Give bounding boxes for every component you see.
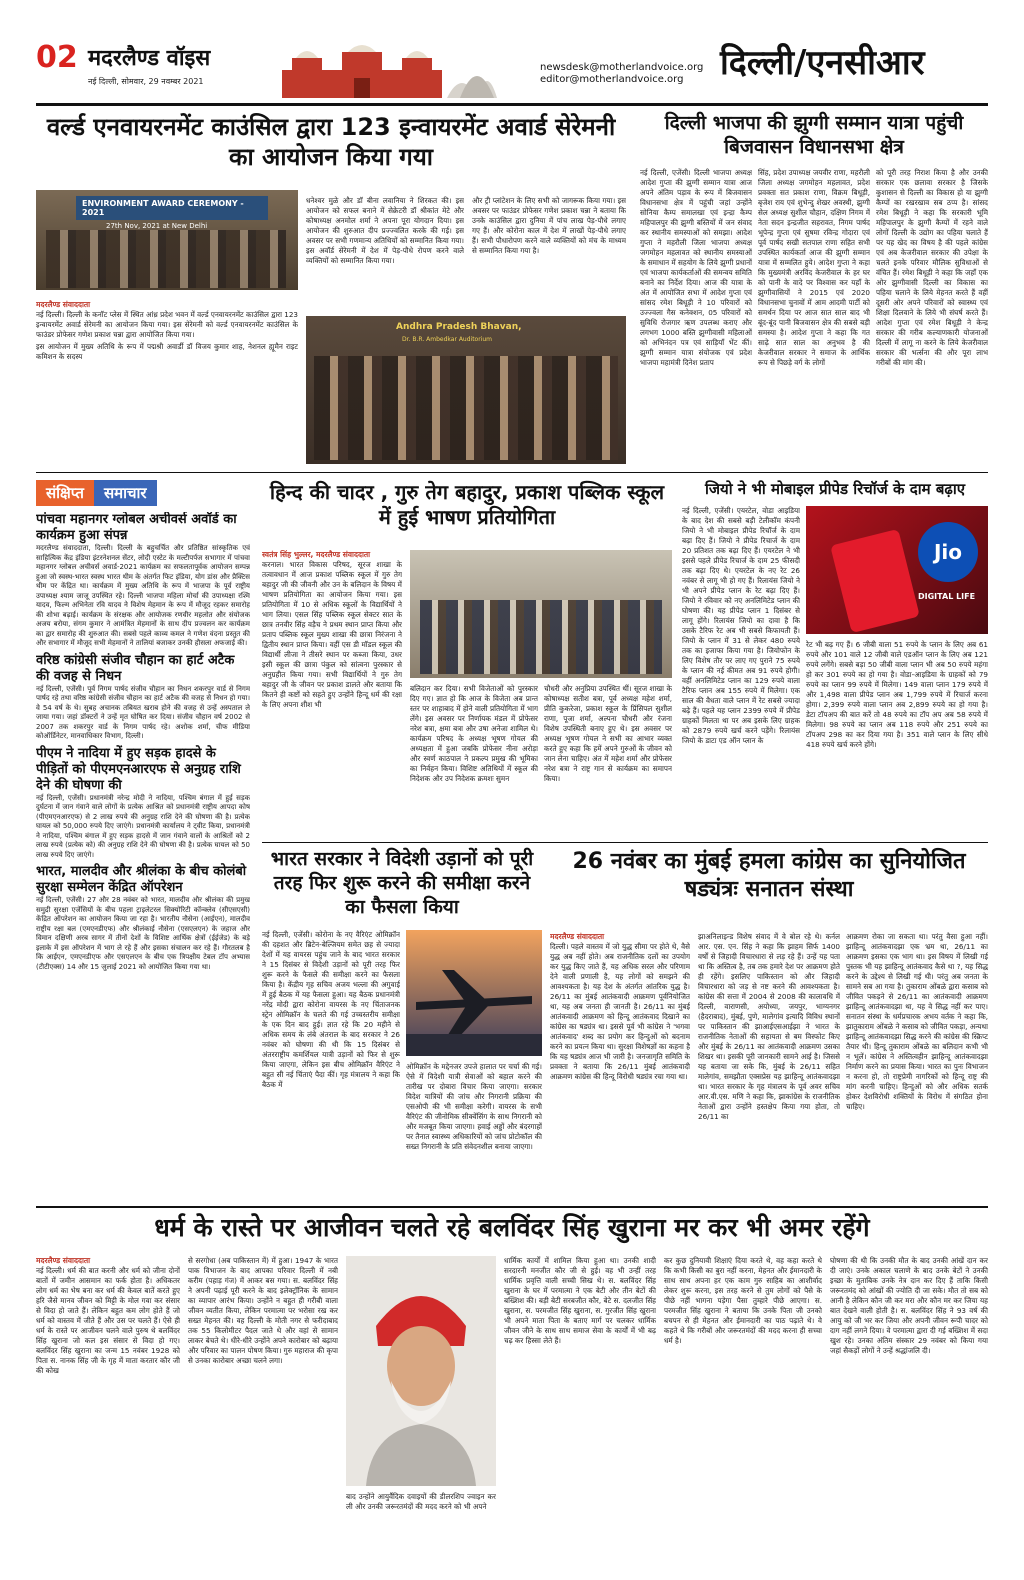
story6-byline: मदरलैण्ड संवाददाता bbox=[550, 932, 605, 941]
section-title: दिल्ली/एनसीआर bbox=[720, 43, 925, 83]
story1-text-col1 bbox=[36, 300, 298, 450]
story5-headline: भारत सरकार ने विदेशी उड़ानों को पूरी तरह फिर शुरू करने की समीक्षा करने का फैसला किया bbox=[270, 848, 534, 918]
story6-col3: आक्रमण रोका जा सकता था। परंतु वैसा हुआ नहीं। झाहिन्दू आतंकवादझा एक भ्रम था, 26/11 का आक्रमण इसका एक भाग था। इस विषय में लिखी गई पुस्तक भी यह झाहिन्दू आतंकवाद कैसे था ?, यह सिद्ध करने के उद्देश्य से लिखी गई थी। परंतु अब जनता के सामने सब आ गया है। तुकाराम ओंबळे द्वारा कसाब को जीवित पकड़ने से 26/11 का आतंकवादी आक्रमण झाहिन्दू आतंकवादझा था, यह वे सिद्ध नहीं कर पाए। सनातन संस्था के धर्मप्रचारक अभय वर्तक ने कहा कि, झातुकाराम ओंबळे ने कसाब को जीवित पकड़ा, अन्यथा झाहिन्दू आतंकवादझा सिद्ध करने की कांग्रेस की स्क्रिप्ट तैयार थी। हिन्दू तुकाराम ओंबळे का बलिदान कभी भी न भूलें। कांग्रेस ने अस्तित्वहीन झाहिन्दू आतंकवादझा निर्माण करने का प्रयास किया। भारत का पुनः विभाजन न करना हो, तो राष्ट्रप्रेमी नागरिकों को हिन्दू राष्ट्र की मांग करनी चाहिए। हिन्दुओं को और अधिक सतर्क होकर देशविरोधी शक्तियों के विरोध में संगठित होना चाहिए। bbox=[846, 932, 988, 1111]
story3-col1 bbox=[262, 550, 402, 836]
airplane-icon bbox=[406, 930, 542, 1056]
jio-logo: Jio bbox=[918, 522, 978, 582]
story4-headline: जियो ने भी मोबाइल प्रीपेड रिचॉर्ज के दाम बढ़ाए bbox=[704, 480, 966, 498]
jio-sim-card bbox=[830, 529, 920, 633]
story3-col1-text: करनाल। भारत विकास परिषद, सूरज शाखा के तत्वावधान में आज प्रकाश पब्लिक स्कूल में गुरु तेग बहादुर जी की जीवनी और उन के बलिदान के विषय में भाषण प्रतियोगिता का आयोजन किया गया। इस प्रतियोगिता में 10 से अधिक स्कूलों के विद्यार्थियों ने भाग लिया। एसल सिंह पब्लिक स्कूल सेक्टर सात के छात्र तनवीर सिंह वड़ैच ने प्रथम स्थान प्राप्त किया और प्रताप पब्लिक स्कूल मुख्य शाखा की छात्रा निरंजना ने द्वितीय स्थान प्राप्त किया। वहीं एस डी मॉडल स्कूल की विद्यार्थी लीजा ने तीसरे स्थान पर कब्जा किया, उधर इसी स्कूल की छात्रा पंकुल को सांत्वना पुरस्कार से अनुग्रहीत किया गया। सभी विद्यार्थियों ने गुरु तेग बहादुर जी के जीवन पर प्रकाश डालते और बताया कि कितने ही कष्टों को सहते हुए उन्होंने हिन्दू धर्म की रक्षा के लिए अपना शीश भी bbox=[262, 560, 402, 709]
story6-col1-text: दिल्ली। पहले वास्तव में जो युद्ध सीमा पर होते थे, वैसे युद्ध अब नहीं होते। अब राजनीतिक दलों का उपयोग कर युद्ध किए जाते हैं, यह अधिक सरल और परिणाम देने वाली प्रणाली है, यह लोगों को समझने की आवश्यकता है। यह देश के अंतर्गत आंतरिक युद्ध है। 26/11 का मुंबई आतंकवादी आक्रमण पूर्वनियोजित था, यह अब जनता ही जानती है। 26/11 का मुंबई आतंकवादी आक्रमण को हिन्दू आतंकवाद दिखाने का कांग्रेस का षड्यंत्र था। इससे पूर्व भी कांग्रेस ने 'भगवा आतंकवाद' शब्द का प्रयोग कर हिन्दुओं को बदनाम करने का प्रयत्न किया था। सुरक्षा विशेषज्ञों का कहना है कि यह षड्यंत्र आज भी जारी है। जनजागृति समिति के प्रवक्ता ने बताया कि 26/11 मुंबई आतंकवादी आक्रमण कांग्रेस की हिन्दू विरोधी षड्यंत्र रचा गया था। bbox=[550, 942, 690, 1081]
story3-photo bbox=[410, 550, 672, 678]
story7-caption-text: बाद उन्होंने आयुर्वैदिक दवाइयों की डीलरशिप ज्वाइन कर ली और उनकी जरूरतमंदों की मदद करने को भी अपने bbox=[346, 1492, 496, 1511]
divider-2 bbox=[262, 842, 988, 843]
brief-2-headline: वरिष्ठ कांग्रेसी संजीव चौहान का हार्ट अटैक की वजह से निधन bbox=[36, 652, 235, 684]
story2-col2: सिंह, प्रदेश उपाध्यक्ष जयवीर राणा, महरौली जिला अध्यक्ष जगमोहन महलावत, प्रदेश प्रवक्ता सत प्रकाश राणा, विक्रम बिधूड़ी, बृजेश राय एवं शुभेन्दु शेखर अवस्थी, झुग्गी सेल अध्यक्ष सुशील चौहान, दक्षिण निगम में नेता सदन इन्द्रजीत सहरावत, निगम पार्षद भूपेन्द्र गुप्ता एवं सुषमा रविन्द्र गोदारा एवं पूर्व पार्षद सखी सतपाल राणा सहित सभी उपस्थित कार्यकर्ता आज की झुग्गी सम्मान यात्रा में सम्मलित हुये। आदेश गुप्ता ने कहा कि मुख्यमंत्री अरविंद केजरीवाल के हर घर को पानी के वादे पर विश्वास कर यहाँ के झुग्गीवासियों ने 2015 एवं 2020 विधानसभा चुनावों में आम आदमी पार्टी को समर्थन दिया पर आज सात साल बाद भी बूंद-बूंद पानी बिजवासन क्षेत्र की सबसे बड़ी समस्या है। आदेश गुप्ता ने कहा कि गत साढ़े सात साल का अनुभव है की केजरीवाल सरकार ने समाज के आर्थिक रूप से पिछड़े वर्ग के लोगों bbox=[758, 168, 870, 367]
photo2-sign: Andhra Pradesh Bhavan, bbox=[396, 322, 522, 332]
story7-col3: धार्मिक कार्यों में शामिल किया हुआ था। उनकी शादी सरदारनी मनजीत कौर जी से हुई। वह भी उन्हीं तरह धार्मिक प्रवृत्ति वाली सच्ची सिख थे। स. बलविंदर सिंह खुराना के घर में परमात्मा ने एक बेटी और तीन बेटों की बख्शिश की। बड़ी बेटी सरबजीत कौर, बेटे स. दलजीत सिंह खुराना, स. परमजीत सिंह खुराना, स. गुरजीत सिंह खुराना भी अपने माता पिता के बताए मार्ग पर चलकर धार्मिक जीवन जीने के साथ साथ समाज सेवा के कार्यों में भी बढ़ चढ़ कर हिस्सा लेते हैं। bbox=[504, 1256, 656, 1345]
story5-plane-photo bbox=[406, 930, 542, 1056]
story1-text-col2: धनेश्वर मुळे और डॉ बीना लवानिया ने शिरकत की। इस आयोजन को सफल बनाने में सेक्रेटरी डॉ श्रीकांत मेटे और कोषाध्यक्ष अनमोल शर्मा ने अपना पूरा योगदान दिया। इस आयोजन की शुरुआत दीप प्रज्ज्वलित करके की गई। इस अवसर पर सभी गणमान्य अतिथियों को सम्मानित किया गया। इस अवॉर्ड सेरेमनी में देश में पेड़-पौधे रोपण करने वाले व्यक्तियों को सम्मानित किया गया। bbox=[306, 196, 464, 265]
story6-headline: 26 नवंबर का मुंबई हमला कांग्रेस का सुनियोजित षड्यंत्रः सनातन संस्था bbox=[572, 849, 966, 902]
story7-portrait bbox=[346, 1256, 496, 1486]
story4-col2: रेट भी बढ़ गए हैं। 6 जीबी वाला 51 रुपये के प्लान के लिए अब 61 रुपये और 101 वाले 12 जीबी वाले एडऑन प्लान के लिए अब 121 रुपये लगेंगे। सबसे बड़ा 50 जीबी वाला प्लान भी अब 50 रुपये महंगा हो कर 301 रुपये का हो गया है। वोडा-आइडिया के ग्राहकों को 79 रुपये का प्लान 99 रुपये में मिलेगा। 149 वाला प्लान 179 रुपये में और 1,498 वाला प्रीपेड प्लान अब 1,799 रुपये में रिचार्ज करना होगा। 2,399 रुपये वाला प्लान अब 2,899 रुपये का हो गया है। डेटा टॉपअप की बात करें तो 48 रुपये का टॉप अप अब 58 रुपये में मिलेगा। 98 रुपये का प्लान अब 118 रुपये और 251 रुपये का टॉपअप 298 का कर दिया गया है। 351 वाले प्लान के लिए सीधे 418 रुपये खर्च करने होंगे। bbox=[806, 640, 988, 749]
brief-4-body: नई दिल्ली, एजेंसी। 27 और 28 नवंबर को भारत, मालदीव और श्रीलंका की प्रमुख समुद्री सुरक्षा एजेंसियों के बीच पहला ट्राइलेटरल सिक्योरिटी कॉन्क्लेव (सीएसएसी) केंद्रित ऑपरेशन का आयोजन किया जा रहा है। भारतीय नौसेना (आईएन), मालदीव राष्ट्रीय रक्षा बल (एमएनडीएफ) और श्रीलंकाई नौसेना (एसएलएन) के जहाज और विमान दक्षिणी अरब सागर में तीनों देशों के विशिष्ट आर्थिक क्षेत्रों (ईईजेड) के बड़े इलाके में इस ऑपरेशन में भाग ले रहे हैं और इसका संचालन कर रहे हैं। गौरतलब है कि आईएन, एमएनडीएफ और एसएलएन के बीच एक त्रिपक्षीय टेबल टॉप अभ्यास (टीटीएक्स) 14 और 15 जुलाई 2021 को आयोजित किया गया था। bbox=[36, 896, 250, 971]
story3-headline: हिन्द की चादर , गुरु तेग बहादुर, प्रकाश पब्लिक स्कूल में हुई भाषण प्रतियोगिता bbox=[269, 480, 665, 529]
brief-3-body: नई दिल्ली, एजेंसी। प्रधानमंत्री नरेन्द्र मोदी ने नादिया, पश्चिम बंगाल में हुई सड़क दुर्घटना में जान गंवाने वाले लोगों के प्रत्येक आश्रित को प्रधानमंत्री राष्ट्रीय आपदा कोष (पीएमएनआरएफ) से 2 लाख रुपये की अनुग्रह राशि देने की घोषणा की है। प्रत्येक घायल को 50,000 रुपये दिए जाएंगे। प्रधानमंत्री कार्यालय ने ट्वीट किया, प्रधानमंत्री ने नादिया, पश्चिम बंगाल में हुए सड़क हादसे में जान गंवाने वालों के आश्रितों को 2 लाख रुपये (प्रत्येक को) की अनुग्रह राशि देने की घोषणा की है। प्रत्येक घायल को 50 लाख रुपये दिए जाएंगे। bbox=[36, 793, 250, 859]
story5-col1: नई दिल्ली, एजेंसी। कोरोना के नए वैरिएंट ओमिक्रॉन की दहशत और ब्रिटेन-बेल्जियम समेत छह से ज्यादा देशों में यह वायरस पहुंच जाने के बाद भारत सरकार ने 15 दिसंबर से विदेशी उड़ानों को पूरी तरह फिर शुरू करने के फैसले की समीक्षा करने का फैसला किया है। केंद्रीय गृह सचिव अजय भल्ला की अगुवाई में हुई बैठक में यह फैसला हुआ। यह बैठक प्रधानमंत्री नरेंद्र मोदी द्वारा कोरोना वायरस के नए चिंताजनक स्ट्रेन ओमिक्रॉन के चलते की गई उच्चस्तरीय समीक्षा के एक दिन बाद हुई। ज्ञात रहे कि 20 महीने से अधिक समय के लंबे अंतराल के बाद सरकार ने 26 नवंबर को घोषणा की थी कि 15 दिसंबर से अंतरराष्ट्रीय कमर्शियल यात्री उड़ानों को फिर से शुरू किया जाएगा, लेकिन इस बीच ओमिक्रॉन वैरिएंट ने बहुत सी नई चिंताएं पैदा कीं। गृह मंत्रालय ने कहा कि बैठक में bbox=[262, 930, 400, 1089]
story3-col2: बलिदान कर दिया। सभी विजेताओं को पुरस्कार दिए गए। ज्ञात हो कि आज के विजेता अब प्रान्त स्तर पर शाहाबाद में होने वाली प्रतियोगिता में भाग लेंगे। इस अवसर पर निर्णायक मंडल में प्रोफेसर नरेश बत्रा, क्षमा बत्रा और उषा अनेजा शामिल थे। कार्यक्रम परिषद के अध्यक्ष भूषण गोयल की अध्यक्षता में हुआ जबकि प्रोफेसर नीना अरोड़ा और स्वर्ण काठपाल ने प्रकल्प प्रमुख की भूमिका का निर्वहन किया। विशिष्ट अतिथियों में स्कूल की निदेशक और उप निदेशक क्रमशः सुमन bbox=[410, 684, 538, 783]
email-newsdesk: newsdesk@motherlandvoice.org bbox=[540, 62, 704, 73]
divider-3 bbox=[36, 1206, 988, 1208]
story1-text-col3: और ट्री प्लांटेशन के लिए सभी को जागरूक किया गया। इस अवसर पर फाउंडर प्रोफेसर गणेश प्रकाश चन्ना ने बताया कि उनके काउंसिल द्वारा दुनिया में पांच लाख पेड़-पौधे लगाए गए हैं। और कोरोना काल में देश में लाखों पेड़-पौधे लगाए हैं। सभी पौधारोपण करने वाले व्यक्तियों को मंच के माध्यम से सम्मानित किया गया है। bbox=[472, 196, 626, 255]
story7-col2: से सरगोधा (अब पाकिस्तान में) में हुआ। 1947 के भारत पाक विभाजन के बाद आपका परिवार दिल्ली में नबी करीम (पहाड़ गंज) में आकर बस गया। स. बलविंदर सिंह ने अपनी पढ़ाई पूरी करने के बाद इलेक्ट्रॉनिक के सामान का व्यापार आरंभ किया। उन्होंने न बहुत ही गरीबी वाला जीवन व्यतीत किया, लेकिन परमात्मा पर भरोसा रख कर सख्त मेहनत की। वह दिल्ली के मोती नगर से फरीदाबाद तक 55 किलोमीटर पैदल जाते थे और वहां से सामान लाकर बेचते थे। धीरे-धीरे उन्होंने अपने कारोबार को बढ़ाया और परिवार का पालन पोषण किया। गुरु महाराज की कृपा से उनका कारोबार अच्छा चलने लगा। bbox=[188, 1256, 338, 1365]
story1-para2: इस आयोजन में मुख्य अतिथि के रूप में पद्मश्री अवार्डी डॉ विजय कुमार शाह, नेशनल ह्यूमैन राइट कमिशन के सदस्य bbox=[36, 342, 298, 361]
dateline: नई दिल्ली, सोमवार, 29 नवम्बर 2021 bbox=[88, 77, 204, 86]
contact-emails bbox=[540, 62, 703, 86]
divider-1 bbox=[36, 472, 988, 473]
photo-banner: ENVIRONMENT AWARD CEREMONY - 2021 bbox=[76, 196, 268, 220]
story4-jio-photo bbox=[806, 506, 988, 634]
photo-date: 27th Nov, 2021 at New Delhi bbox=[106, 222, 208, 230]
award-recipients-group bbox=[46, 230, 286, 288]
story1-para1: नई दिल्ली। दिल्ली के कनॉट प्लेस में स्थित आंध्र प्रदेश भवन में वर्ल्ड एनवायरनमेंट काउंसिल द्वारा 123 इन्वायरमेंट अवार्ड सेरेमनी का आयोजन किया गया। इस सेरेमनी को वर्ल्ड एनवायरनमेंट काउंसिल के फाउंडर प्रोफेसर गणेश प्रकाश चन्ना द्वारा आयोजित किया गया। bbox=[36, 310, 298, 339]
brief-4-headline: भारत, मालदीव और श्रीलंका के बीच कोलंबो सुरक्षा सम्मेलन केंद्रित ऑपरेशन bbox=[36, 864, 247, 895]
students-group-photo bbox=[420, 600, 662, 674]
story6-col2: झाअनिलाइन्ड विशेष संवाद में वे बोल रहे थे। कर्नल आर. एस. एन. सिंह ने कहा कि झाहम सिर्फ 1400 वर्षों से जिहादी विचारधारा से लड़ रहे हैं। उन्हें यह पता था कि अस्तित्व है, तब तक हमारे देश पर आक्रमण होते ही रहेंगे। इसलिए पाकिस्तान को और जिहादी विचारधारा को जड़ से नष्ट करने की आवश्यकता है। कांग्रेस की सत्ता में 2004 से 2008 की कालावधि में दिल्ली, वाराणसी, अयोध्या, जयपुर, भाग्यनगर (हैदराबाद), मुंबई, पुणे, मालेगांव इत्यादि विविध स्थानों पर पाकिस्तान की झाआईएसआईझा ने भारत के राजनीतिक नेताओं की सहायता से बम विस्फोट किए और मुंबई के 26/11 का आतंकवादी आक्रमण उसका शिखर था। इसकी पूरी जानकारी सामने आई है। जिससे यह बताया जा सके कि, मुंबई के 26/11 सहित मालेगांव, समझौता एक्सप्रेस यह झाहिन्दू आतंकवादझा था। भारत सरकार के गृह मंत्रालय के पूर्व अवर सचिव आर.वी.एस. मणि ने कहा कि, झाकांग्रेस के राजनीतिक नेताओं द्वारा उन्होंने हस्तक्षेप किया गया होता, तो 26/11 का bbox=[698, 932, 840, 1121]
masthead-rule bbox=[36, 103, 988, 106]
story2-col3: को पूरी तरह निराश किया है और उनकी सरकार एक छलावा सरकार है जिसके कुशासन से दिल्ली का विकास हो या झुग्गी कैम्पों का रखरखाव सब ठप्प है। सांसद रमेश बिधूड़ी ने कहा कि सरकारी भूमि महिपालपुर के झुग्गी कैम्पों में रहने वाले लोगों दिल्ली के उद्योग का पहिया चलाते हैं पर यह खेद का विषय है की पहले कांग्रेस एवं अब केजरीवाल सरकार की उपेक्षा के चलते इनके परिवार मौलिक सुविधाओं से वंचित हैं। रमेश बिधूड़ी ने कहा कि जहाँ एक ओर झुग्गीवासी दिल्ली का विकास का पहिया चलाने के लिये मेहनत करते हैं वहीं दूसरी ओर अपने परिवारों को स्वास्थ्य एवं शिक्षा दिलवाने के लिये भी संघर्ष करते हैं। आदेश गुप्ता एवं रमेश बिधूड़ी ने केन्द्र सरकार की गरीब कल्याणकारी योजनाओं दिल्ली में लागू ना करने के लिये केजरीवाल सरकार की भर्त्सना की और पूरा लाभ गरीबों की मांग की। bbox=[876, 168, 988, 367]
jio-tagline: DIGITAL LIFE bbox=[918, 592, 976, 601]
story2-headline: दिल्ली भाजपा की झुग्गी सम्मान यात्रा पहुंची बिजवासन विधानसभा क्षेत्र bbox=[664, 112, 964, 158]
paper-name: मदरलैण्ड वॉइस bbox=[88, 46, 211, 71]
story7-col1 bbox=[36, 1256, 180, 1562]
story3-col3: चौधरी और अनुप्रिया उपस्थित थीं। सूरज शाखा के कोषाध्यक्ष सतीश बत्रा, पूर्व अध्यक्ष महेश शर्मा, प्रीति कुकरेजा, प्रकाश स्कूल के प्रिंसिपल सुशील राणा, पूजा शर्मा, अल्पना चौधरी और रंजना विशेष उपस्थिती बनाए हुए थे। इस अवसर पर अध्यक्ष भूषण गोयल ने सभी का आभार व्यक्त करते हुए कहा कि हमें अपने गुरुओं के जीवन को जान लेना चाहिए। अंत में महेश शर्मा और प्रोफेसर नरेश बत्रा ने राष्ट्र गान से कार्यक्रम का समापन किया। bbox=[544, 684, 672, 783]
portrait-illustration bbox=[346, 1256, 496, 1486]
brief-3-headline: पीएम ने नादिया में हुए सड़क हादसे के पीड़ितों को पीएमएनआरएफ से अनुग्रह राशि देने की घोषणा की bbox=[36, 745, 241, 793]
story7-col5: घोषणा की थी कि उनकी मौत के बाद उनकी आंखें दान कर दी जाएं। उनके अकाल चलाणे के बाद उनके बेटों ने उनकी इच्छा के मुताबिक उनके नेत्र दान कर दिए हैं ताकि किसी जरूरतमंद को आंखों की ज्योति दी जा सके। मौत तो सब को आनी है लेकिन कौन जी कर मरा और कौन मर कर जिया यह बात देखने वाली होती है। स. बलविंदर सिंह ने 93 वर्ष की आयु को जी भर कर जिया और अपनी जीवन रूपी चादर को दाग नहीं लगने दिया। वे परमात्मा द्वारा दी गई बख्शिश में सदा खुश रहे। उनका अंतिम संस्कार 29 नवंबर को किया गया जहां सैकड़ों लोगों ने उन्हें श्रद्धांजलि दी। bbox=[830, 1256, 988, 1355]
story5-col2: ओमिक्रॉन के मद्देनजर उपजे हालात पर चर्चा की गई। ऐसे में विदेशी यात्री सेवाओं को बहाल करने की तारीख पर दोबारा विचार किया जाएगा। सरकार विदेश यात्रियों की जांच और निगरानी प्रक्रिया की एसओपी की भी समीक्षा करेगी। वायरस के सभी वैरिएंट की जीनोमिक सीक्वेंसिंग के साथ निगरानी को और मजबूत किया जाएगा। हवाई अड्डों और बंदरगाहों पर तैनात स्वास्थ्य अधिकारियों को जांच प्रोटोकॉल की सख्त निगरानी के प्रति संवेदनशील बनाया जाएगा। bbox=[406, 1062, 542, 1151]
page-number: 02 bbox=[36, 40, 78, 75]
award-group-photo bbox=[314, 356, 618, 460]
story1-headline: वर्ल्ड एनवायरनमेंट काउंसिल द्वारा 123 इन्वायरमेंट अवार्ड सेरेमनी का आयोजन किया गया bbox=[46, 113, 616, 171]
story7-col1-text: नई दिल्ली। धर्म की बात करनी और धर्म को जीना दोनों बातों में जमीन आसमान का फर्क होता है। अधिकतर लोग धर्म का भेष बना कर धर्म की केवल बातें करते हुए हरि जैसे मानव जीवन को मिट्टी के मोल गवा कर संसार से विदा हो जाते हैं। लेकिन बहुत कम लोग होते हैं जो धर्म को वास्तव में जीते हैं और उस पर चलते हैं। ऐसे ही धर्म के रास्ते पर आजीवन चलने वाले पुरुष थे बलविंदर सिंह खुराना जो कल इस संसार से विदा हो गए। बलविंदर सिंह खुराना का जन्म 15 नवंबर 1928 को पिता स. नानक सिंह जी के गृह में माता करतार कौर जी की कोख bbox=[36, 1266, 180, 1375]
story4-col1: नई दिल्ली, एजेंसी। एयरटेल, वोडा आइडिया के बाद देश की सबसे बड़ी टेलीकॉम कंपनी जियो ने भी मोबाइल प्रीपेड रिचॉर्ज के दाम बढ़ा दिए हैं। जियो ने प्रीपेड रिचार्ज के दाम 20 प्रतिशत तक बढ़ा दिए हैं। एयरटेल ने भी इससे पहले प्रीपेड रिचार्ज के दाम 25 फीसदी तक बढ़ा दिए थे। एयरटेल के नए रेट 26 नवंबर से लागू भी हो गए हैं। रिलायंस जियो ने भी अपने प्रीपेड प्लान के रेट बढ़ा दिए हैं। जियो ने रविवार को नए अनलिमिटेड प्लान की घोषणा की। यह प्रीपेड प्लान 1 दिसंबर से लागू होंगे। रिलायंस जियो का दावा है कि उसके टैरिफ रेट अब भी सबसे किफायती हैं। जियो के प्लान में 31 से लेकर 480 रुपये तक का इजाफा किया गया है। जियोफोन के लिए विशेष तौर पर लाए गए पुराने 75 रुपये के प्लान की नई कीमत अब 91 रुपये होगी। वहीं अनलिमिटेड प्लान का 129 रुपये वाला टैरिफ प्लान अब 155 रुपये में मिलेगा। एक साल की वैधता वाले प्लान में रेट सबसे ज्यादा बढ़े हैं। पहले यह प्लान 2399 रुपये में प्रीपेड ग्राहकों मिलता था पर अब इसके लिए ग्राहक को 2879 रुपये खर्च करने पड़ेंगे। रिलायंस जियो के डाटा एड ऑन प्लान के bbox=[682, 506, 800, 745]
email-editor: editor@motherlandvoice.org bbox=[540, 74, 684, 85]
story7-headline: धर्म के रास्ते पर आजीवन चलते रहे बलविंदर सिंह खुराना मर कर भी अमर रहेंगे bbox=[154, 1213, 870, 1242]
photo2-sign2: Dr. B.R. Ambedkar Auditorium bbox=[402, 336, 493, 343]
brief-2-body: नई दिल्ली, एजेंसी। पूर्व निगम पार्षद संजीव चौहान का निधन शकरपुर वार्ड से निगम पार्षद रहे तथा वरिष्ठ कांग्रेसी संजीव चौहान का हार्ट अटैक की वजह से निधन हो गया। वे 54 वर्ष के थे। सुबह अचानक तबियत खराब होने की वजह से उन्हें अस्पताल ले जाया गया। जहां डॉक्टरों ने उन्हें मृत घोषित कर दिया। संजीव चौहान वर्ष 2002 से 2007 तक शकरपुर वार्ड के निगम पार्षद रहे। अशोक शर्मा, चीफ मीडिया कोऑर्डिनेटर, मानवाधिकार विभाग, दिल्ली। bbox=[36, 684, 250, 740]
masthead bbox=[0, 0, 1024, 102]
briefs-tag-1: संक्षिप्त bbox=[36, 480, 94, 506]
briefs-tag bbox=[36, 480, 250, 502]
briefs-column bbox=[36, 512, 250, 1202]
brief-1-headline: पांचवा महानगर ग्लोबल अचीवर्स अवॉर्ड का कार्यक्रम हुआ संपन्न bbox=[36, 512, 237, 543]
story1-byline: मदरलैण्ड संवाददाता bbox=[36, 300, 91, 309]
story3-byline: स्वतंत्र सिंह भुल्लर, मदरलैण्ड संवाददाता bbox=[262, 550, 371, 559]
briefs-tag-2: समाचार bbox=[94, 480, 157, 506]
story1-photo-1 bbox=[36, 190, 298, 290]
red-fort-illustration bbox=[282, 40, 512, 100]
story2-col1: नई दिल्ली, एजेंसी। दिल्ली भाजपा अध्यक्ष आदेश गुप्ता की झुग्गी सम्मान यात्रा आज अपने अंतिम पड़ाव के रूप में बिजवासन विधानसभा क्षेत्र में पहुंची जहां उन्होंने सोनिया कैम्प समालखा एवं इन्द्रा कैम्प महिपालपुर की झुग्गी बस्तियों में जन संवाद कर स्थानीय समस्याओं को समझा। आदेश गुप्ता ने महरौली जिला भाजपा अध्यक्ष जगमोहन महलावत को स्थानीय समस्याओं के समाधान में सहयोग के लिये झुग्गी प्रधानों एवं भाजपा कार्यकर्ताओं की समन्वय समिति बनाने का निर्देश दिया। आज की यात्रा के अंत में आयोजित सभा में आदेश गुप्ता एवं सांसद रमेश बिधूड़ी ने 10 परिवारों को उज्ज्वला गैस कनेक्शन, 05 परिवारों को सुविधि रोजगार ऋण उपलब्ध कराए और लगभग 1000 बस्ति झुग्गीवासी महिलाओं को अभिनंदन पत्र एवं साड़ियाँ भेंट कीं। झुग्गी सम्मान यात्रा संयोजक एवं प्रदेश भाजपा महामंत्री दिनेश प्रताप bbox=[640, 168, 752, 367]
brief-1-body: मदरलैण्ड संवाददाता, दिल्ली। दिल्ली के बहुचर्चित और प्रतिष्ठित सांस्कृतिक एवं साहित्यिक केंद्र इंडिया इंटरनेशनल सेंटर, लोदी एस्टेट के मल्टीपर्पज सभागार में पांचवा महानगर ग्लोबल अचीवर्स अवार्ड-2021 कार्यक्रम का सफलतापूर्वक आयोजन सम्पन्न हुआ जो स्वस्थ-भारत स्वस्थ भारत थीम के अंतर्गत फिट इंडिया, योग डांस और प्रैक्टिस थीम पर केंद्रित था। कार्यक्रम में मुख्य अतिथि के रूप में भाजपा के पूर्व राष्ट्रीय उपाध्यक्ष श्याम जाजू उपस्थित रहे। दिल्ली भाजपा महिला मोर्चा की उपाध्यक्षा रश्मि यादव, फिल्म अभिनेता रवि यादव ने विशेष मेहमान के रूप में मौजूद रहकर समारोह की शोभा बढ़ाई। कार्यक्रम के संरक्षक और आयोजक रणवीर महलोत और संयोजक अजय बरोया, संगम कुमार ने आमंत्रित मेहमानों के साथ दीप प्रज्वलन कर कार्यक्रम का द्वार समारोह की शुरुआत की। सबसे पहले काव्य कमल ने गणेश वंदना प्रस्तुत की और सभागार में मौजूद सभी मेहमानों ने तालियां बजाकर उनकी हौसला अफजाई की। bbox=[36, 544, 250, 647]
story1-photo-2 bbox=[306, 316, 626, 464]
story7-byline: मदरलैण्ड संवाददाता bbox=[36, 1256, 91, 1265]
story7-col4: कर कुछ दुनियावी शिक्षाएं दिया करते थे, वह कहा करते थे कि कभी किसी का बुरा नहीं करना, मेहनत और ईमानदारी के साथ साथ अपना हर एक काम गुरु साहिब का आशीर्वाद लेकर शुरू करना, इस तरह करने से तुम लोगों को पैसे के पीछे नहीं भागना पड़ेगा पैसा तुम्हारे पीछे आएगा। स. परमजीत सिंह खुराना ने बताया कि उनके पिता जी उनको बचपन से ही मेहनत और ईमानदारी का पाठ पढ़ाते थे। वे कहते थे कि गरीबों और जरूरतमंदों की मदद करना ही सच्चा धर्म है। bbox=[664, 1256, 822, 1345]
story6-col1 bbox=[550, 932, 690, 1200]
